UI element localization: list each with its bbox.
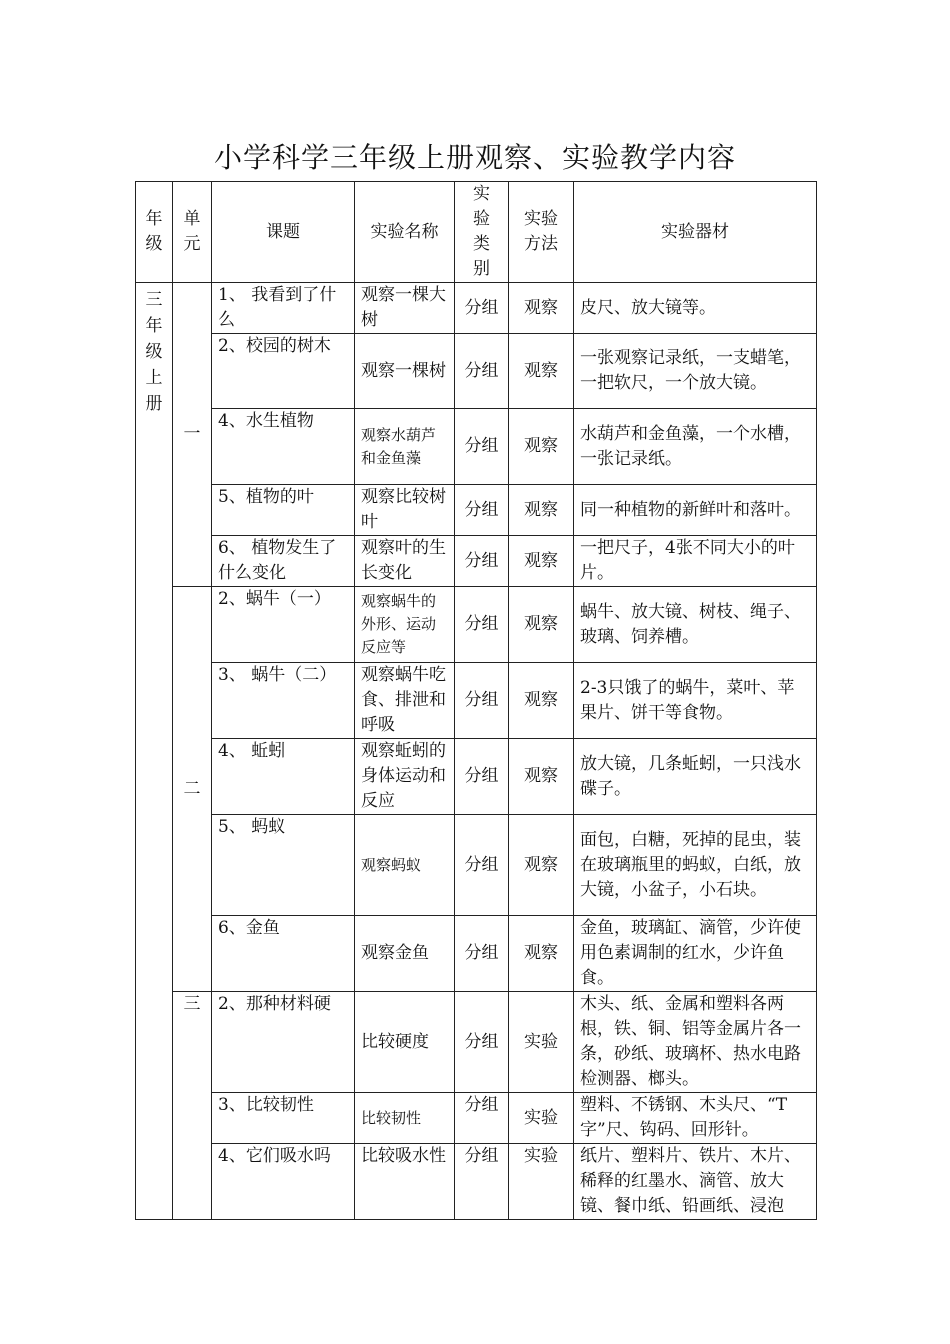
name-cell: 观察蜗牛的外形、运动反应等: [355, 587, 455, 663]
method-cell: 观察: [509, 587, 574, 663]
equipment-cell: 金鱼，玻璃缸、滴管，少许使用色素调制的红水，少许鱼食。: [574, 916, 817, 992]
type-cell: 分组: [455, 409, 509, 485]
equipment-cell: 塑料、不锈钢、木头尺、“T字”尺、钩码、回形针。: [574, 1093, 817, 1144]
topic-cell: 2、蜗牛（一）: [212, 587, 355, 663]
name-cell: 观察金鱼: [355, 916, 455, 992]
unit-cell: 一: [173, 283, 212, 587]
type-cell: 分组: [455, 663, 509, 739]
method-cell: 观察: [509, 663, 574, 739]
name-cell: 观察蚂蚁: [355, 815, 455, 916]
type-cell: 分组: [455, 1144, 509, 1220]
equipment-cell: 皮尺、放大镜等。: [574, 283, 817, 334]
method-cell: 观察: [509, 536, 574, 587]
header-topic: 课题: [212, 182, 355, 283]
header-grade: 年级: [136, 182, 173, 283]
name-cell: 观察一棵大树: [355, 283, 455, 334]
table-row: [136, 1144, 817, 1220]
topic-cell: 3、 蜗牛（二）: [212, 663, 355, 739]
table-row: [136, 992, 817, 1093]
type-cell: 分组: [455, 536, 509, 587]
name-cell: 比较吸水性: [355, 1144, 455, 1220]
topic-cell: 4、水生植物: [212, 409, 355, 485]
equipment-cell: 木头、纸、金属和塑料各两根，铁、铜、铝等金属片各一条，砂纸、玻璃杯、热水电路检测器、榔头。: [574, 992, 817, 1093]
topic-cell: 4、它们吸水吗: [212, 1144, 355, 1220]
table-row: [136, 663, 817, 739]
type-cell: 分组: [455, 739, 509, 815]
header-equipment: 实验器材: [574, 182, 817, 283]
topic-cell: 5、植物的叶: [212, 485, 355, 536]
topic-cell: 5、 蚂蚁: [212, 815, 355, 916]
equipment-cell: 放大镜，几条蚯蚓，一只浅水碟子。: [574, 739, 817, 815]
table-row: [136, 485, 817, 536]
type-cell: 分组: [455, 587, 509, 663]
name-cell: 观察蜗牛吃食、排泄和呼吸: [355, 663, 455, 739]
page-title: 小学科学三年级上册观察、实验教学内容: [213, 141, 736, 174]
name-cell: 观察比较树叶: [355, 485, 455, 536]
method-cell: 观察: [509, 409, 574, 485]
topic-cell: 2、校园的树木: [212, 334, 355, 409]
topic-cell: 6、金鱼: [212, 916, 355, 992]
table-row: [136, 739, 817, 815]
equipment-cell: 一把尺子，4张不同大小的叶片。: [574, 536, 817, 587]
equipment-cell: 纸片、塑料片、铁片、木片、稀释的红墨水、滴管、放大镜、餐巾纸、铅画纸、浸泡: [574, 1144, 817, 1220]
name-cell: 观察蚯蚓的身体运动和反应: [355, 739, 455, 815]
table-row: [136, 587, 817, 663]
equipment-cell: 一张观察记录纸，一支蜡笔，一把软尺，一个放大镜。: [574, 334, 817, 409]
method-cell: 观察: [509, 283, 574, 334]
header-row: [136, 182, 817, 283]
type-cell: 分组: [455, 334, 509, 409]
table-row: [136, 916, 817, 992]
method-cell: 实验: [509, 1093, 574, 1144]
equipment-cell: 同一种植物的新鲜叶和落叶。: [574, 485, 817, 536]
table-row: [136, 334, 817, 409]
equipment-cell: 水葫芦和金鱼藻，一个水槽，一张记录纸。: [574, 409, 817, 485]
type-cell: 分组: [455, 815, 509, 916]
topic-cell: 4、 蚯蚓: [212, 739, 355, 815]
equipment-cell: 面包，白糖，死掉的昆虫，装在玻璃瓶里的蚂蚁，白纸，放大镜，小盆子，小石块。: [574, 815, 817, 916]
method-cell: 观察: [509, 485, 574, 536]
method-cell: 实验: [509, 1144, 574, 1220]
name-cell: 比较韧性: [355, 1093, 455, 1144]
header-method: 实验方法: [509, 182, 574, 283]
equipment-cell: 2-3只饿了的蜗牛，菜叶、苹果片、饼干等食物。: [574, 663, 817, 739]
table-row: [136, 1093, 817, 1144]
type-cell: 分组: [455, 1093, 509, 1144]
method-cell: 实验: [509, 992, 574, 1093]
grade-cell: 三年级上册: [136, 283, 173, 1220]
equipment-cell: 蜗牛、放大镜、树枝、绳子、玻璃、饲养槽。: [574, 587, 817, 663]
table-row: [136, 409, 817, 485]
type-cell: 分组: [455, 485, 509, 536]
name-cell: 比较硬度: [355, 992, 455, 1093]
name-cell: 观察叶的生长变化: [355, 536, 455, 587]
topic-cell: 2、那种材料硬: [212, 992, 355, 1093]
method-cell: 观察: [509, 916, 574, 992]
unit-cell: 三: [173, 992, 212, 1220]
topic-cell: 6、 植物发生了什么变化: [212, 536, 355, 587]
unit-cell: 二: [173, 587, 212, 992]
topic-cell: 1、 我看到了什么: [212, 283, 355, 334]
method-cell: 观察: [509, 815, 574, 916]
type-cell: 分组: [455, 916, 509, 992]
topic-cell: 3、比较韧性: [212, 1093, 355, 1144]
type-cell: 分组: [455, 283, 509, 334]
type-cell: 分组: [455, 992, 509, 1093]
method-cell: 观察: [509, 739, 574, 815]
table-row: [136, 815, 817, 916]
table-row: [136, 283, 817, 334]
name-cell: 观察水葫芦和金鱼藻: [355, 409, 455, 485]
header-name: 实验名称: [355, 182, 455, 283]
experiment-table: [135, 181, 817, 1220]
header-type: 实验类别: [455, 182, 509, 283]
header-unit: 单元: [173, 182, 212, 283]
name-cell: 观察一棵树: [355, 334, 455, 409]
table-row: [136, 536, 817, 587]
method-cell: 观察: [509, 334, 574, 409]
